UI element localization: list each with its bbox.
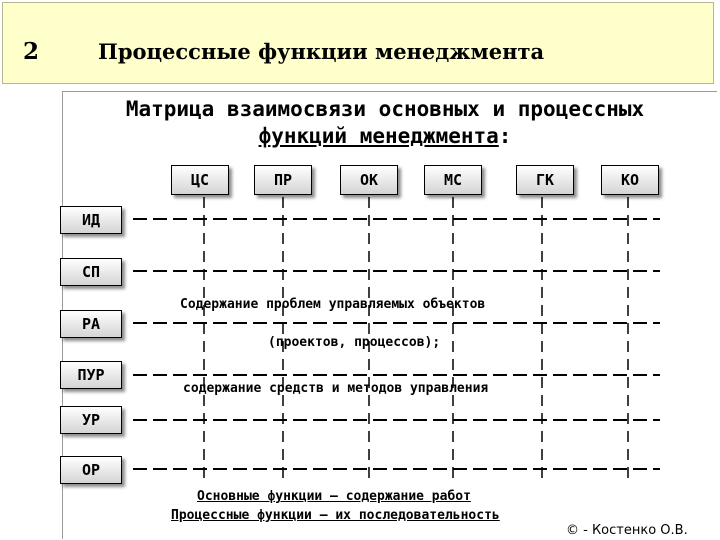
column-header-ms: МС [424,165,482,195]
row-header-id: ИД [60,206,122,234]
footer-basic-functions: Основные функции – содержание работ [197,489,471,504]
copyright: © - Костенко О.В. [566,523,688,538]
row-header-ur: УР [60,406,122,434]
matrix-title-tail: : [498,124,512,148]
note-means: содержание средств и методов управления [183,381,489,396]
column-header-gk: ГК [516,165,574,195]
column-header-pr: ПР [254,165,312,195]
column-header-cs: ЦС [171,165,229,195]
note-problems: Содержание проблем управляемых объектов [180,297,486,312]
matrix-title-underlined: функций менеджмента [258,124,499,148]
note-projects: (проектов, процессов); [268,335,441,350]
column-header-ok: ОК [340,165,398,195]
row-header-pur: ПУР [60,361,122,389]
slide-title: Процессные функции менеджмента [98,39,545,64]
row-header-ra: РА [60,310,122,338]
matrix-title-line1: Матрица взаимосвязи основных и процессных [125,97,645,121]
row-header-or: ОР [60,456,122,484]
row-header-sp: СП [60,258,122,286]
slide-number: 2 [23,38,40,65]
footer-process-functions: Процессные функции – их последовательность [171,508,500,523]
column-header-ko: КО [601,165,659,195]
